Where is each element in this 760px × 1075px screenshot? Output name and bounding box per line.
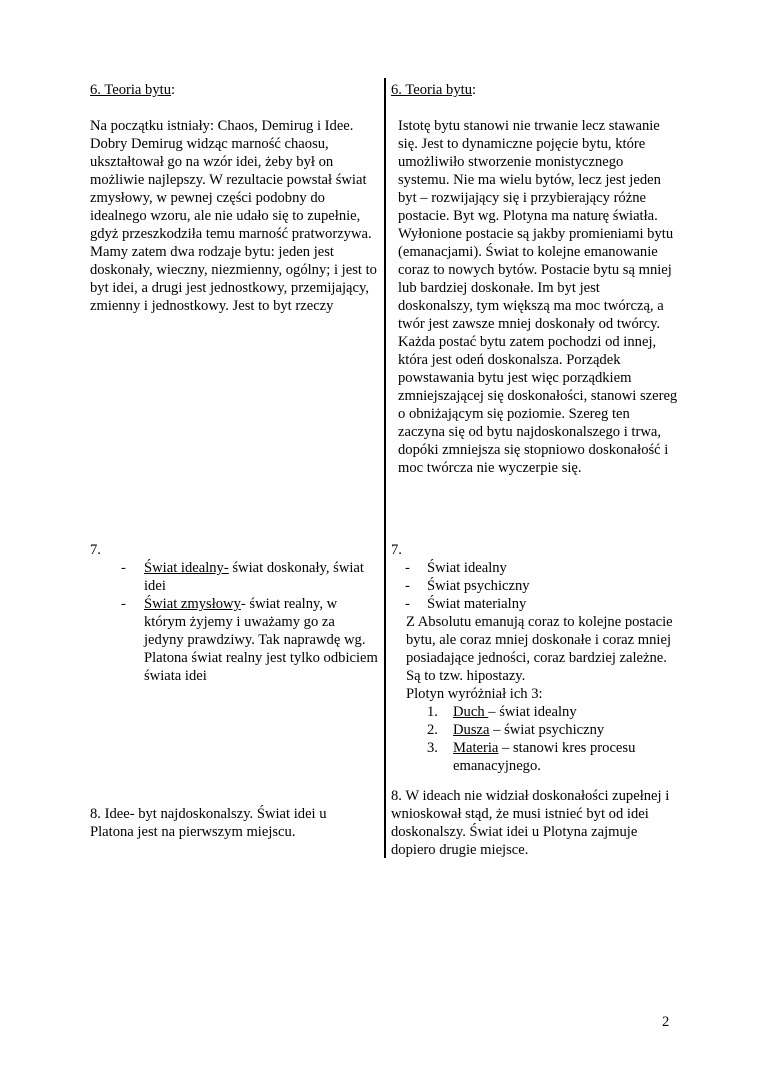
right-section-8-text: 8. W ideach nie widział doskonałości zupełnej i wnioskował stąd, że musi istnieć byt od idei doskonalszy. Świat idei u Plotyna zajmuje dopiero drugie miejsce. — [391, 788, 670, 858]
list-item-text: - świat realny, w którym żyjemy i uważamy go za jedyny prawdziwy. Tak naprawdę wg. Platona świat realny jest tylko odbiciem świata idei — [144, 596, 378, 684]
right-section-7-number: 7. — [391, 542, 402, 558]
page-number: 2 — [662, 1014, 670, 1030]
item-text: – świat psychiczny — [489, 722, 605, 738]
right-section-6-text: Istotę bytu stanowi nie trwanie lecz stawanie się. Jest to dynamiczne pojęcie bytu, które umożliwiło stworzenie monistycznego systemu. Nie ma wielu bytów, lecz jest jeden byt – rozwijający się i przybierający różne postacie. Byt wg. Plotyna ma naturę światła. Wyłonione postacie są jakby promieniami bytu (emanacjami). Świat to kolejne emanowanie coraz to nowych bytów. Postacie bytu są mniej lub bardziej doskonałe. Im byt jest doskonalszy, tym większą ma moc twórczą, a twór jest zawsze mniej doskonały od twórcy. Każda postać bytu zatem pochodzi od innej, która jest odeń doskonalsza. Porządek powstawania bytu jest więc porządkiem zmniejszającej się doskonałości, stanowi szereg o obniżającym się poziomie. Szereg ten zaczyna się od bytu najdoskonalszego i trwa, dopóki zmniejsza się stopniowo doskonałość i moc twórcza nie wyczerpie się. — [398, 118, 678, 476]
list-item — [90, 559, 378, 595]
right-section-7-intro: Plotyn wyróżniał ich 3: — [406, 686, 543, 702]
right-section-7-body — [406, 613, 678, 775]
item-text: – świat idealny — [488, 704, 577, 720]
list-item — [391, 559, 676, 577]
right-heading-underlined: 6. Teoria bytu — [391, 82, 472, 98]
left-heading-underlined: 6. Teoria bytu — [90, 82, 171, 98]
list-item-term: Świat idealny- — [144, 560, 229, 576]
right-heading-colon: : — [472, 82, 477, 98]
item-term: Dusza — [453, 722, 490, 738]
list-item-term: Świat zmysłowy — [144, 596, 241, 612]
numbered-item — [406, 739, 678, 775]
dash-bullet: - — [405, 596, 410, 612]
dash-bullet: - — [405, 578, 410, 594]
item-term: Duch — [453, 704, 489, 720]
left-section-7-list — [90, 559, 378, 685]
item-number: 3. — [427, 740, 438, 756]
item-text: – stanowi kres procesu emanacyjnego. — [453, 740, 636, 774]
numbered-item — [406, 703, 678, 721]
numbered-item — [406, 721, 678, 739]
left-section-8-text: 8. Idee- byt najdoskonalszy. Świat idei u Platona jest na pierwszym miejscu. — [90, 806, 327, 840]
hypostases-list — [406, 703, 678, 775]
right-section-7-text: Z Absolutu emanują coraz to kolejne postacie bytu, ale coraz mniej doskonałe i coraz mniej posiadające jedności, coraz bardziej zależne. Są to tzw. hipostazy. — [406, 614, 673, 684]
dash-bullet: - — [405, 560, 410, 576]
left-section-6-heading — [90, 81, 378, 99]
list-item — [90, 595, 378, 685]
left-heading-colon: : — [171, 82, 176, 98]
list-item-text: Świat materialny — [427, 596, 527, 612]
dash-bullet: - — [121, 596, 126, 612]
left-section-7-number: 7. — [90, 542, 101, 558]
item-number: 2. — [427, 722, 438, 738]
item-number: 1. — [427, 704, 438, 720]
right-section-6-heading — [391, 81, 676, 99]
dash-bullet: - — [121, 560, 126, 576]
list-item-text: Świat idealny — [427, 560, 507, 576]
column-divider — [384, 78, 386, 858]
right-section-7-list — [391, 559, 676, 613]
list-item-text: świat doskonały, świat idei — [144, 560, 364, 594]
left-section-6-text: Na początku istniały: Chaos, Demirug i Idee. Dobry Demirug widząc marność chaosu, ukształtował go na wzór idei, żeby był on możliwie najlepszy. W rezultacie powstał świat zmysłowy, w pewnej części podobny do idealnego wzoru, ale nie udało się to zupełnie, gdyż przeszkodziła temu marność pratworzywa. Mamy zatem dwa rodzaje bytu: jeden jest doskonały, wieczny, niezmienny, ogólny; i jest to byt idei, a drugi jest jednostkowy, przemijający, zmienny i jednostkowy. Jest to byt rzeczy — [90, 118, 377, 314]
list-item-text: Świat psychiczny — [427, 578, 530, 594]
list-item — [391, 577, 676, 595]
item-term: Materia — [453, 740, 499, 756]
list-item — [391, 595, 676, 613]
